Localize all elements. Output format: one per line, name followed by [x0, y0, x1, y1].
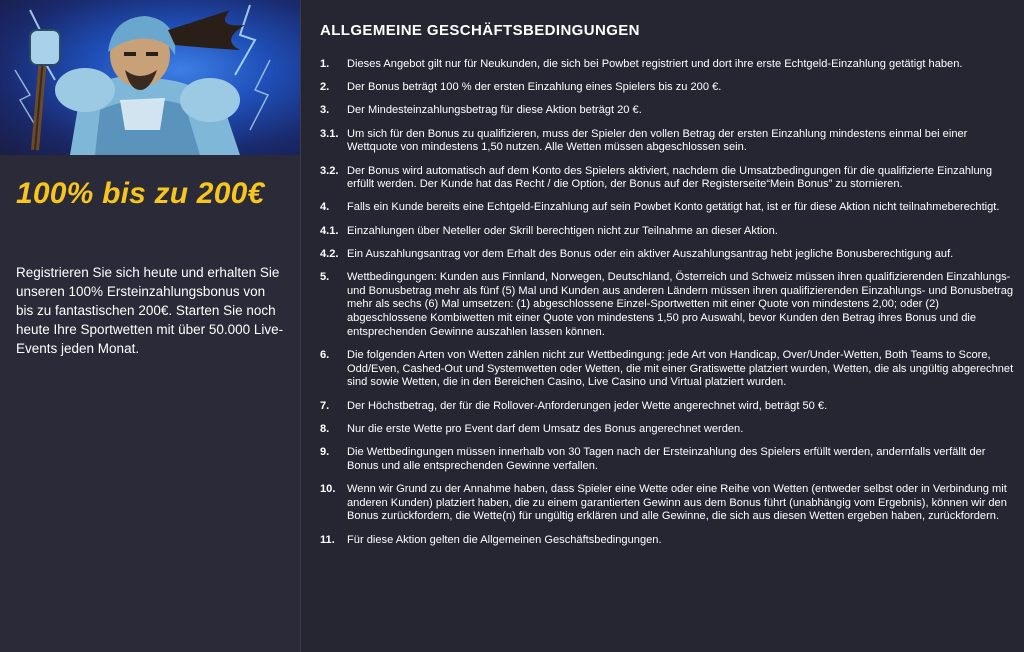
terms-item: [320, 128, 1020, 155]
terms-item-text: Der Mindesteinzahlungsbetrag für diese Aktion beträgt 20 €.: [347, 104, 642, 117]
terms-title: ALLGEMEINE GESCHÄFTSBEDINGUNGEN: [320, 22, 640, 39]
hero-image: [0, 0, 300, 155]
terms-item-text: Wettbedingungen: Kunden aus Finnland, Norwegen, Deutschland, Österreich und Schweiz müssen ihren qualifizierenden Einzahlungs- und Bonusbetrag mehr als fünf (5) Mal und Kunden aus anderen Ländern müssen ihren qualifizierenden Einzahlungs- und Bonusbetrag mehr als sechs (6) Mal umsetzen: (1) abgeschlossene Einzel-Sportwetten mit einer Quote von mindestens 2,00; oder (2) abgeschlossene Kombiwetten mit einer Quote von mindestens 1,50 pro Auswahl, bevor Kunden den Betrag ihres Bonus und die entsprechenden Gewinne auszahlen lassen können.: [347, 271, 1014, 338]
terms-item: [320, 104, 1020, 118]
terms-item: [320, 248, 1020, 262]
terms-panel: [320, 0, 1020, 652]
terms-item-number: 4.: [320, 201, 330, 214]
promo-panel: [0, 0, 300, 652]
terms-item-text: Falls ein Kunde bereits eine Echtgeld-Einzahlung auf sein Powbet Konto getätigt hat, ist er für diese Aktion nicht teilnahmeberechtigt.: [347, 201, 1000, 214]
terms-item-number: 7.: [320, 399, 330, 412]
terms-item: [320, 483, 1020, 524]
terms-item: [320, 201, 1020, 215]
terms-item-number: 9.: [320, 446, 330, 459]
terms-item-text: Für diese Aktion gelten die Allgemeinen Geschäftsbedingungen.: [347, 533, 662, 546]
promo-title: 100% bis zu 200€: [16, 177, 265, 210]
terms-item: [320, 81, 1020, 95]
terms-item-number: 8.: [320, 422, 330, 435]
terms-item-number: 3.1.: [320, 127, 339, 140]
terms-list: [320, 58, 1020, 557]
terms-item-number: 3.2.: [320, 164, 339, 177]
terms-item: [320, 446, 1020, 473]
terms-item-text: Dieses Angebot gilt nur für Neukunden, die sich bei Powbet registriert und dort ihre erste Echtgeld-Einzahlung getätigt haben.: [347, 58, 963, 70]
terms-item-text: Der Höchstbetrag, der für die Rollover-Anforderungen jeder Wette angerechnet wird, beträgt 50 €.: [347, 399, 828, 412]
panel-divider: [300, 0, 301, 652]
terms-item-number: 6.: [320, 349, 330, 362]
promo-description: Registrieren Sie sich heute und erhalten Sie unseren 100% Ersteinzahlungsbonus von bis zu fantastischen 200€. Starten Sie noch heute Ihre Sportwetten mit über 50.000 Live-Events jeden Monat.: [16, 265, 284, 356]
terms-item-text: Um sich für den Bonus zu qualifizieren, muss der Spieler den vollen Betrag der ersten Einzahlung mindestens einmal bei einer Wettquote von mindestens 1,50 nutzen. Alle Wetten müssen abgeschlossen sein.: [347, 127, 968, 154]
hockey-player-illustration: [0, 0, 300, 155]
terms-item: [320, 534, 1020, 548]
terms-item-number: 10.: [320, 482, 336, 495]
terms-item: [320, 400, 1020, 414]
terms-item-text: Die folgenden Arten von Wetten zählen nicht zur Wettbedingung: jede Art von Handicap, Over/Under-Wetten, Both Teams to Score, Odd/Even, Cashed-Out und Systemwetten oder Wetten, die mit einer Gratiswette platziert wurden, Wetten, die als ungültig abgerechnet sind sowie Wetten, die in den Bereichen Casino, Live Casino und Virtual platziert wurden.: [347, 349, 1014, 389]
terms-item: [320, 423, 1020, 437]
terms-item-number: 4.2.: [320, 247, 339, 260]
terms-item-number: 3.: [320, 104, 330, 117]
terms-item-text: Der Bonus wird automatisch auf dem Konto des Spielers aktiviert, nachdem die Umsatzbedingungen für die qualifizierte Einzahlung erfüllt werden. Der Kunde hat das Recht / die Option, der Bonus auf der Registerseite“Mein Bonus” zu stornieren.: [347, 164, 993, 191]
terms-item-text: Nur die erste Wette pro Event darf dem Umsatz des Bonus angerechnet werden.: [347, 422, 744, 435]
terms-item-text: Einzahlungen über Neteller oder Skrill berechtigen nicht zur Teilnahme an dieser Aktion.: [347, 224, 778, 237]
terms-item-text: Wenn wir Grund zu der Annahme haben, dass Spieler eine Wette oder eine Reihe von Wetten (entweder selbst oder in Verbindung mit anderen Kunden) platziert haben, die zu einem garantierten Gewinn aus dem Bonus führt (unabhängig vom Ergebnis), können wir den Bonus zurückfordern, die Wette(n) für ungültig erklären und alle Gewinne, die sich aus diesen Wetten ergeben haben, zurückfordern.: [347, 482, 1007, 523]
terms-item-number: 1.: [320, 58, 330, 70]
terms-item-number: 4.1.: [320, 224, 339, 237]
terms-item-number: 2.: [320, 81, 330, 94]
terms-item-number: 5.: [320, 271, 330, 284]
terms-item-number: 11.: [320, 533, 335, 546]
terms-item: [320, 271, 1020, 340]
terms-item: [320, 165, 1020, 192]
terms-item-text: Ein Auszahlungsantrag vor dem Erhalt des Bonus oder ein aktiver Auszahlungsantrag hebt jegliche Bonusberechtigung auf.: [347, 247, 954, 260]
terms-item: [320, 349, 1020, 390]
terms-item: [320, 58, 1020, 72]
terms-item-text: Der Bonus beträgt 100 % der ersten Einzahlung eines Spielers bis zu 200 €.: [347, 81, 722, 94]
terms-item-text: Die Wettbedingungen müssen innerhalb von 30 Tagen nach der Ersteinzahlung des Spielers erfüllt werden, andernfalls verfällt der Bonus und alle entsprechenden Gewinne verfallen.: [347, 446, 986, 472]
terms-item: [320, 225, 1020, 239]
